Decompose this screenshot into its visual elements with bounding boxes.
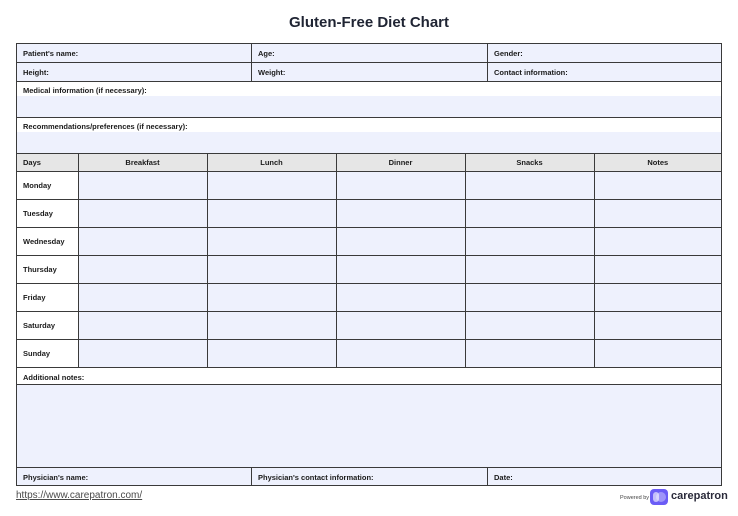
notes-cell[interactable] [594,172,721,200]
header-notes: Notes [594,154,721,172]
carepatron-logo-icon [650,489,668,505]
recommendations-field[interactable] [17,132,721,153]
lunch-cell[interactable] [207,284,336,312]
day-label: Friday [17,284,78,312]
patient-name-field[interactable]: Patient's name: [17,44,252,62]
notes-cell[interactable] [594,284,721,312]
notes-cell[interactable] [594,256,721,284]
snacks-cell[interactable] [465,312,594,340]
gender-field[interactable]: Gender: [494,49,523,58]
additional-notes-label: Additional notes: [17,368,721,385]
dinner-cell[interactable] [336,228,465,256]
weight-field[interactable]: Weight: [252,63,488,81]
snacks-cell[interactable] [465,200,594,228]
additional-notes-field[interactable] [17,385,721,468]
table-row [17,312,721,340]
table-row [17,228,721,256]
notes-cell[interactable] [594,312,721,340]
breakfast-cell[interactable] [78,340,207,368]
meal-table [17,154,721,368]
info-row-2 [17,63,721,82]
snacks-cell[interactable] [465,172,594,200]
lunch-cell[interactable] [207,256,336,284]
notes-cell[interactable] [594,340,721,368]
dinner-cell[interactable] [336,172,465,200]
dinner-cell[interactable] [336,312,465,340]
meal-table-header [17,154,721,172]
powered-by-label: Powered by [620,495,650,501]
lunch-cell[interactable] [207,312,336,340]
height-field[interactable]: Height: [17,63,252,81]
footer-link[interactable]: https://www.carepatron.com/ [16,490,143,501]
dinner-cell[interactable] [336,340,465,368]
header-snacks: Snacks [465,154,594,172]
table-row [17,340,721,368]
table-row [17,284,721,312]
table-row [17,172,721,200]
breakfast-cell[interactable] [78,200,207,228]
table-row [17,200,721,228]
recommendations-block [17,118,721,154]
day-label: Tuesday [17,200,78,228]
breakfast-cell[interactable] [78,228,207,256]
notes-cell[interactable] [594,228,721,256]
dinner-cell[interactable] [336,284,465,312]
medical-info-label: Medical information (if necessary): [17,82,721,96]
table-row [17,256,721,284]
dinner-cell[interactable] [336,256,465,284]
notes-cell[interactable] [594,200,721,228]
breakfast-cell[interactable] [78,284,207,312]
header-breakfast: Breakfast [78,154,207,172]
contact-field[interactable]: Contact information: [494,68,568,77]
lunch-cell[interactable] [207,228,336,256]
breakfast-cell[interactable] [78,256,207,284]
day-label: Monday [17,172,78,200]
snacks-cell[interactable] [465,228,594,256]
diet-chart-form [16,43,722,486]
lunch-cell[interactable] [207,172,336,200]
day-label: Sunday [17,340,78,368]
physician-name-field[interactable]: Physician's name: [17,468,252,485]
info-row-1 [17,44,721,63]
snacks-cell[interactable] [465,256,594,284]
medical-info-field[interactable] [17,96,721,117]
brand-name: carepatron [671,490,728,502]
breakfast-cell[interactable] [78,312,207,340]
snacks-cell[interactable] [465,284,594,312]
lunch-cell[interactable] [207,340,336,368]
physician-row [17,468,721,485]
recommendations-label: Recommendations/preferences (if necessary): [17,118,721,132]
day-label: Saturday [17,312,78,340]
header-days: Days [17,154,78,172]
medical-info-block [17,82,721,118]
snacks-cell[interactable] [465,340,594,368]
dinner-cell[interactable] [336,200,465,228]
header-dinner: Dinner [336,154,465,172]
age-field[interactable]: Age: [252,44,488,62]
day-label: Thursday [17,256,78,284]
physician-contact-field[interactable]: Physician's contact information: [252,468,488,485]
brand-logo [650,489,728,505]
header-lunch: Lunch [207,154,336,172]
breakfast-cell[interactable] [78,172,207,200]
lunch-cell[interactable] [207,200,336,228]
page-title: Gluten-Free Diet Chart [288,14,450,31]
day-label: Wednesday [17,228,78,256]
date-field[interactable]: Date: [494,473,513,482]
